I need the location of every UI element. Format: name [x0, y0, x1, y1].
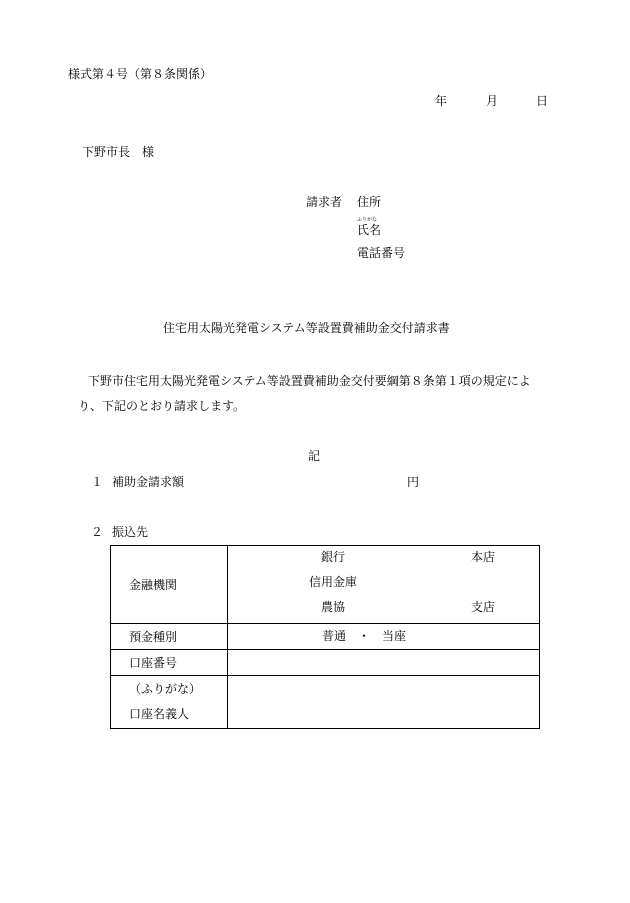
- account-holder-furigana: （ふりがな）: [129, 682, 202, 696]
- requester-name-block: [357, 217, 387, 239]
- account-type-cell: [228, 624, 540, 650]
- account-holder-label: 口座名義人: [129, 707, 190, 721]
- table-row: [111, 650, 540, 676]
- bank-transfer-table: [110, 545, 540, 729]
- financial-institution-label: 金融機関: [111, 546, 228, 624]
- account-number-cell: [228, 650, 540, 676]
- requester-name-label: 氏名: [357, 223, 382, 237]
- body-text-line1: 下野市住宅用太陽光発電システム等設置費補助金交付要綱第８条第１項の規定によ: [88, 374, 531, 388]
- account-number-label: 口座番号: [111, 650, 228, 676]
- item2-number: ２: [91, 525, 104, 539]
- account-type-label: 預金種別: [111, 624, 228, 650]
- requester-name-ruby: ふりがな: [357, 217, 378, 223]
- requester-label: 請求者: [306, 195, 343, 209]
- nokyo-text: 農協: [321, 600, 346, 614]
- shinkin-text: 信用金庫: [309, 575, 358, 589]
- date-day: 日: [536, 94, 549, 108]
- item2-label: 振込先: [112, 525, 149, 539]
- ki-heading: 記: [308, 449, 321, 463]
- requester-address-label: 住所: [357, 195, 382, 209]
- requester-phone-label: 電話番号: [357, 246, 406, 260]
- item1-label: 補助金請求額: [112, 475, 185, 489]
- branch-text: 支店: [471, 600, 496, 614]
- date-year: 年: [435, 94, 448, 108]
- table-row: [111, 676, 540, 729]
- document-title: 住宅用太陽光発電システム等設置費補助金交付請求書: [163, 321, 450, 335]
- head-office-text: 本店: [471, 550, 496, 564]
- form-number: 様式第４号（第８条関係）: [68, 67, 213, 81]
- table-row: [111, 624, 540, 650]
- account-holder-label-cell: [111, 676, 228, 729]
- body-text-line2: り、下記のとおり請求します。: [78, 399, 246, 413]
- item1-number: １: [91, 475, 104, 489]
- account-holder-cell: [228, 676, 540, 729]
- table-row: [111, 546, 540, 624]
- date-month: 月: [486, 94, 499, 108]
- account-type-value: 普通 ・ 当座: [322, 629, 407, 643]
- item1-unit: 円: [407, 475, 420, 489]
- bank-text: 銀行: [321, 550, 346, 564]
- addressee: 下野市長 様: [82, 145, 155, 159]
- financial-institution-cell: [228, 546, 540, 624]
